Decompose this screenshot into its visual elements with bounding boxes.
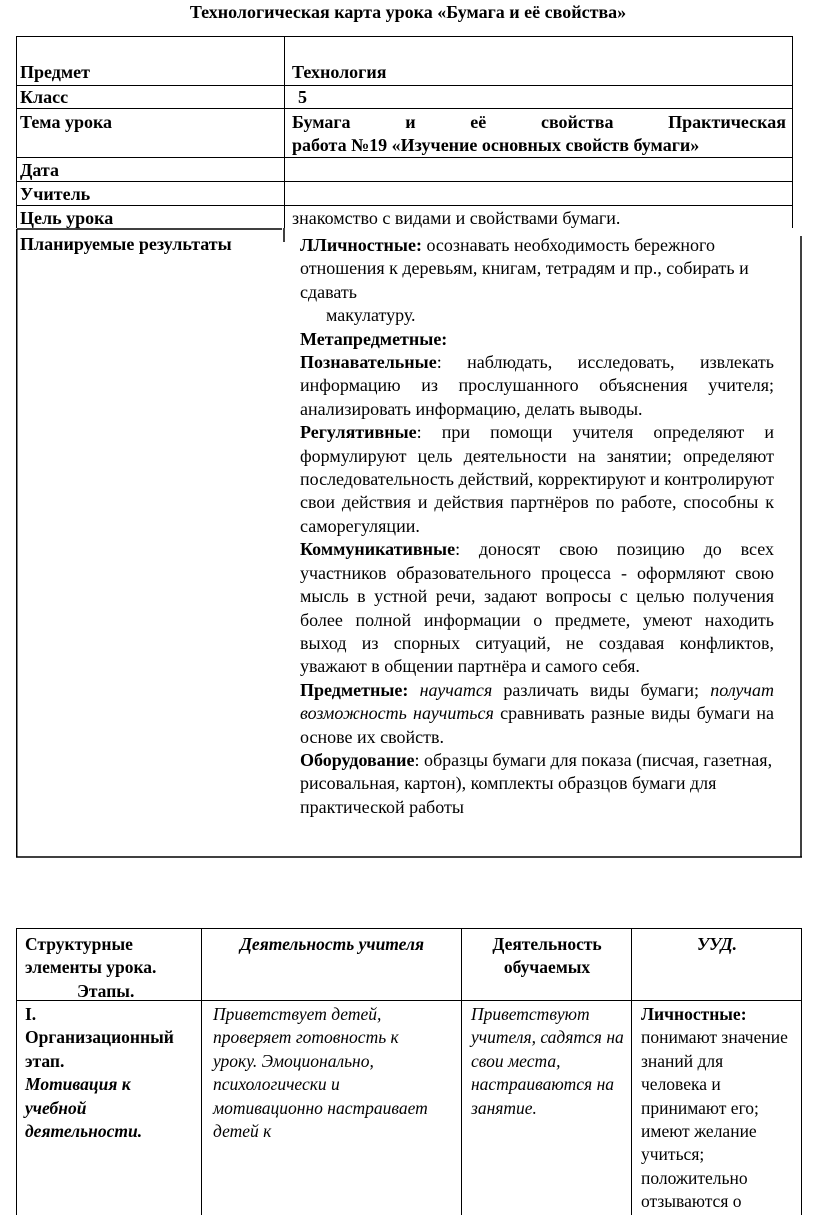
topic-value-line1 — [292, 110, 786, 134]
subject-label: Предмет — [20, 62, 90, 82]
communicative-head: Коммуникативные — [300, 539, 456, 560]
table-border — [631, 929, 632, 1215]
table-border — [792, 36, 793, 228]
stage-name: Организационный этап. — [25, 1027, 174, 1071]
personal-text: осознавать необходимость бережного отношения к деревьям, книгам, тетрадям и пр., собирать и сдавать — [300, 235, 749, 302]
regulatory-text: : при помощи учителя определяют и формулируют цель деятельности на занятии; определяют последовательность действий, корректируют и контролируют свои действия и действия партнёров по работе, способны к саморегуляции. — [300, 422, 774, 536]
stage-cell — [25, 1003, 201, 1143]
equipment-text: : образцы бумаги для показа (писчая, газетная, рисовальная, картон), комплекты образцов бумаги для практической работы — [300, 749, 773, 817]
subject-results-head: Предметные: — [300, 679, 409, 700]
header-stages-line: элементы урока. — [25, 957, 157, 978]
class-label: Класс — [20, 87, 69, 107]
subject-it2: получат возможность научиться — [300, 679, 775, 724]
topic-word: её — [470, 112, 487, 132]
equipment-head: Оборудование — [300, 749, 415, 770]
meta-head: Метапредметные: — [300, 328, 448, 349]
subject-value: Технология — [292, 62, 387, 82]
teacher-activity: Приветствует детей, проверяет готовность к уроку. Эмоционально, психологически и мотивационно настраивает детей к — [213, 1004, 428, 1142]
header-col-stages — [25, 933, 201, 1003]
topic-value-line2: работа №19 «Изучение основных свойств бумаги» — [292, 135, 700, 155]
header-col-uud: УУД. — [697, 934, 737, 954]
topic-word: и — [405, 112, 416, 132]
subject-t2: сравнивать разные виды бумаги на основе их свойств. — [300, 703, 775, 747]
header-stages-line: Структурные — [25, 934, 133, 954]
topic-word: Бумага — [292, 112, 351, 132]
header-col-teacher: Деятельность учителя — [239, 934, 425, 954]
cognitive-head: Познавательные — [300, 352, 437, 373]
regulatory-head: Регулятивные — [300, 422, 417, 443]
uud-text: понимают значение знаний для человека и принимают его; имеют желание учиться; положительно отзываются о — [641, 1027, 788, 1212]
cognitive-text: : наблюдать, исследовать, извлекать информацию из прослушанного объяснения учителя; анализировать информацию, делать выводы. — [300, 352, 774, 419]
class-value: 5 — [298, 87, 307, 107]
subject-t1: различать виды бумаги; — [492, 679, 700, 700]
page-title: Технологическая карта урока «Бумага и её свойства» — [189, 2, 627, 22]
stage-num: I. — [25, 1004, 37, 1024]
stage-motivation: Мотивация к учебной деятельности. — [25, 1074, 143, 1142]
table-border — [16, 181, 792, 182]
topic-word: свойства — [540, 112, 614, 132]
planned-results-text — [300, 234, 774, 819]
header-stages-line: Этапы. — [77, 980, 135, 1001]
uud-head: Личностные: — [641, 1004, 747, 1024]
table-border — [16, 36, 17, 228]
table-border — [16, 157, 792, 158]
student-activity: Приветствуют учителя, садятся на свои места, настраиваются на занятие. — [471, 1004, 624, 1118]
header-students-line: Деятельность — [492, 934, 602, 954]
table-border — [16, 36, 792, 37]
personal-head: ЛЛичностные: — [300, 235, 422, 255]
header-students-line: обучаемых — [503, 957, 591, 978]
personal-tail: макулатуру. — [326, 305, 416, 326]
planned-results-label: Планируемые результаты — [20, 234, 232, 254]
table-border — [201, 929, 202, 1215]
goal-value: знакомство с видами и свойствами бумаги. — [292, 208, 621, 228]
communicative-text: : доносят свою позицию до всех участников образовательного процесса - оформляют свою мысль в устной речи, задают вопросы с целью получения более полной информации о предмете, умеют находить выход из спорных ситуаций, не создавая конфликтов, уважают в общении партнёра и самого себя. — [300, 539, 774, 677]
topic-word: Практическая — [668, 112, 786, 132]
goal-label: Цель урока — [20, 208, 114, 228]
subject-it1: научатся — [419, 679, 493, 700]
topic-label: Тема урока — [20, 112, 113, 132]
teacher-label: Учитель — [20, 184, 91, 204]
date-label: Дата — [20, 160, 59, 180]
uud-cell — [641, 1003, 791, 1214]
table-border — [284, 36, 285, 228]
lesson-stages-table — [16, 928, 802, 1215]
header-col-students — [463, 933, 631, 980]
table-border — [461, 929, 462, 1215]
